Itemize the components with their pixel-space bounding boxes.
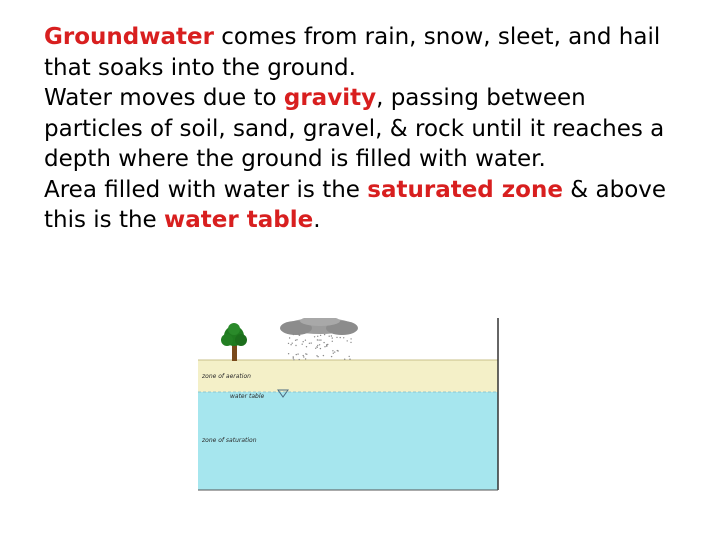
rain-drop <box>317 336 318 337</box>
rain-drop <box>306 346 307 347</box>
rain-drop <box>332 350 333 351</box>
rain-drop <box>333 353 334 354</box>
rain-drop <box>293 359 294 360</box>
rain-drop <box>296 354 297 355</box>
rain-drop <box>319 344 320 345</box>
highlighted-term: saturated zone <box>367 176 563 203</box>
rain-drop <box>320 348 321 349</box>
rain-drop <box>331 356 332 357</box>
rain-drop <box>315 348 316 349</box>
rain-drop <box>311 342 312 343</box>
zone-of-saturation-label: zone of saturation <box>202 437 257 444</box>
rain-drop <box>296 339 297 340</box>
rain-drop <box>316 346 317 347</box>
rain-drop <box>323 342 324 343</box>
rain-drop <box>302 344 303 345</box>
rain-drop <box>295 340 296 341</box>
rain-drop <box>347 340 348 341</box>
rain-drop <box>297 353 298 354</box>
rain-drop <box>340 337 341 338</box>
rain-drop <box>303 356 304 357</box>
rain-drop <box>317 356 318 357</box>
rain-drop <box>332 341 333 342</box>
rain-drop <box>303 341 304 342</box>
rain-drop <box>324 346 325 347</box>
body-text <box>44 22 684 236</box>
rain-drop <box>316 355 317 356</box>
rain-drop <box>323 355 324 356</box>
text-segment: , passing between particles of soil, sand, gravel, & rock until it reaches a depth where the ground is filled with water. <box>44 85 665 172</box>
rain-drop <box>299 359 300 360</box>
rain-drop <box>332 337 333 338</box>
rain-drop <box>336 337 337 338</box>
rain-drop <box>329 336 330 337</box>
highlighted-term: Groundwater <box>44 24 214 50</box>
rain-drop <box>327 344 328 345</box>
rain-drop <box>350 338 351 339</box>
text-segment: Area filled with water is the <box>44 176 368 203</box>
rain-drop <box>317 339 318 340</box>
paragraph-saturated-zone <box>44 175 684 236</box>
rain-drop <box>293 357 294 358</box>
zone-of-aeration-label: zone of aeration <box>202 373 251 380</box>
rain-drop <box>344 359 345 360</box>
rain-drop <box>293 356 294 357</box>
rain-drop <box>337 350 338 351</box>
rain-drop <box>326 346 327 347</box>
text-segment: . <box>313 207 321 233</box>
highlighted-term: gravity <box>283 85 377 111</box>
text-segment: & above this is the <box>44 176 667 233</box>
groundwater-diagram <box>196 318 500 492</box>
rain-drop <box>288 353 289 354</box>
rain-drop <box>317 345 318 346</box>
rain-drop <box>343 337 344 338</box>
rain-drop <box>305 353 306 354</box>
rain-drop <box>324 334 325 335</box>
rain-drop <box>320 339 321 340</box>
rain-drop <box>349 356 350 357</box>
paragraph-gravity-movement <box>44 83 684 175</box>
rain-drop <box>290 344 291 345</box>
rain-drop <box>350 342 351 343</box>
rain-drop <box>303 355 304 356</box>
rain-drop <box>305 340 306 341</box>
text-segment: comes from rain, snow, sleet, and hail that soaks into the ground. <box>44 24 661 81</box>
rain-drop <box>305 358 306 359</box>
rain-drop <box>318 339 319 340</box>
rain-drop <box>349 359 350 360</box>
rain-drop <box>309 343 310 344</box>
water-table-label: water table <box>230 393 265 400</box>
rain-drop <box>320 335 321 336</box>
highlighted-term: water table <box>164 207 314 233</box>
rain-drop <box>298 333 299 334</box>
rain-drop <box>289 337 290 338</box>
rain-drop <box>293 334 294 335</box>
paragraph-groundwater-source <box>44 22 684 83</box>
rain-drop <box>334 351 335 352</box>
rain-drop <box>314 336 315 337</box>
text-segment: Water moves due to <box>44 85 284 111</box>
rain-drop <box>331 335 332 336</box>
rain-drop <box>288 343 289 344</box>
rain-drop <box>292 343 293 344</box>
rain-drop <box>295 345 296 346</box>
